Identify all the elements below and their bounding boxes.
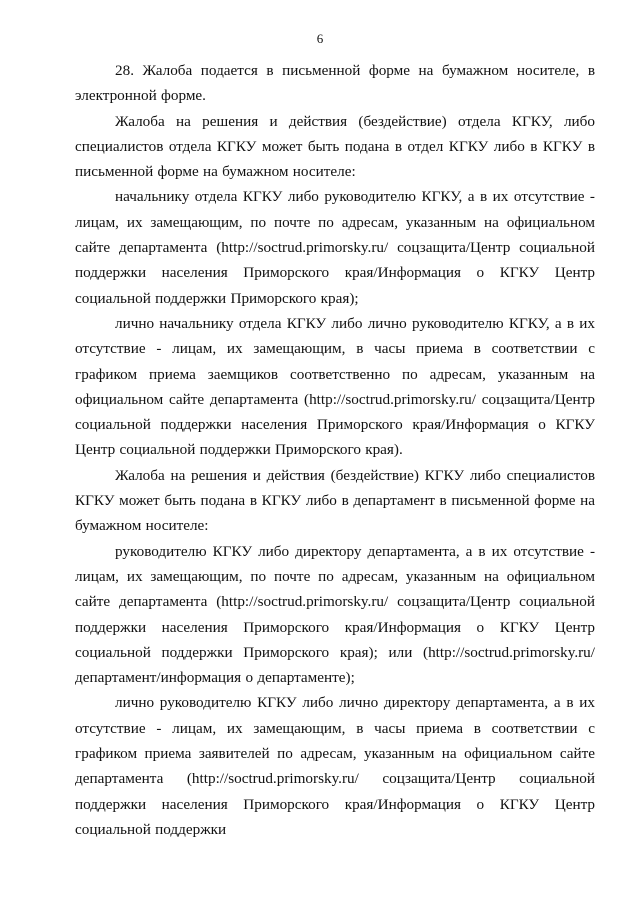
page-number: 6 <box>316 31 324 46</box>
document-body <box>75 58 595 842</box>
paragraph-complaint-form: 28. Жалоба подается в письменной форме на бумажном носителе, в электронной форме. <box>75 62 595 105</box>
paragraph-in-person-director: лично руководителю КГКУ либо лично директору департамента, а в их отсутствие - лицам, их замещающим, в часы приема в соответствии с графиком приема заявителей по адресам, указанным на официальном сайте департамента (http://soctrud.primorsky.ru/ соцзащита/Центр социальной поддержки населения Приморского края/Информация о КГКУ Центр социальной поддержки <box>75 694 595 838</box>
paragraph-in-person-department-head: лично начальнику отдела КГКУ либо лично руководителю КГКУ, а в их отсутствие - лицам, их замещающим, в часы приема в соответствии с графиком приема заемщиков соответственно по адресам, указанным на официальном сайте департамента (http://soctrud.primorsky.ru/ соцзащита/Центр социальной поддержки населения Приморского края/Информация о КГКУ Центр социальной поддержки Приморского края). <box>75 314 595 459</box>
paragraph-by-mail-director: руководителю КГКУ либо директору департамента, а в их отсутствие - лицам, их замещающим, по почте по адресам, указанным на официальном сайте департамента (http://soctrud.primorsky.ru/ соцзащита/Центр социальной поддержки населения Приморского края/Информация о КГКУ Центр социальной поддержки Приморского края); или (http://soctrud.primorsky.ru/ департамент/информация о департаменте); <box>75 542 595 687</box>
paragraph-complaint-department: Жалоба на решения и действия (бездействие) отдела КГКУ, либо специалистов отдела КГКУ может быть подана в отдел КГКУ либо в КГКУ в письменной форме на бумажном носителе: <box>75 112 595 181</box>
paragraph-complaint-kgku: Жалоба на решения и действия (бездействие) КГКУ либо специалистов КГКУ может быть подана в КГКУ либо в департамент в письменной форме на бумажном носителе: <box>75 466 595 535</box>
paragraph-by-mail-department-head: начальнику отдела КГКУ либо руководителю КГКУ, а в их отсутствие - лицам, их замещающим, по почте по адресам, указанным на официальном сайте департамента (http://soctrud.primorsky.ru/ соцзащита/Центр социальной поддержки населения Приморского края/Информация о КГКУ Центр социальной поддержки Приморского края); <box>75 188 595 307</box>
